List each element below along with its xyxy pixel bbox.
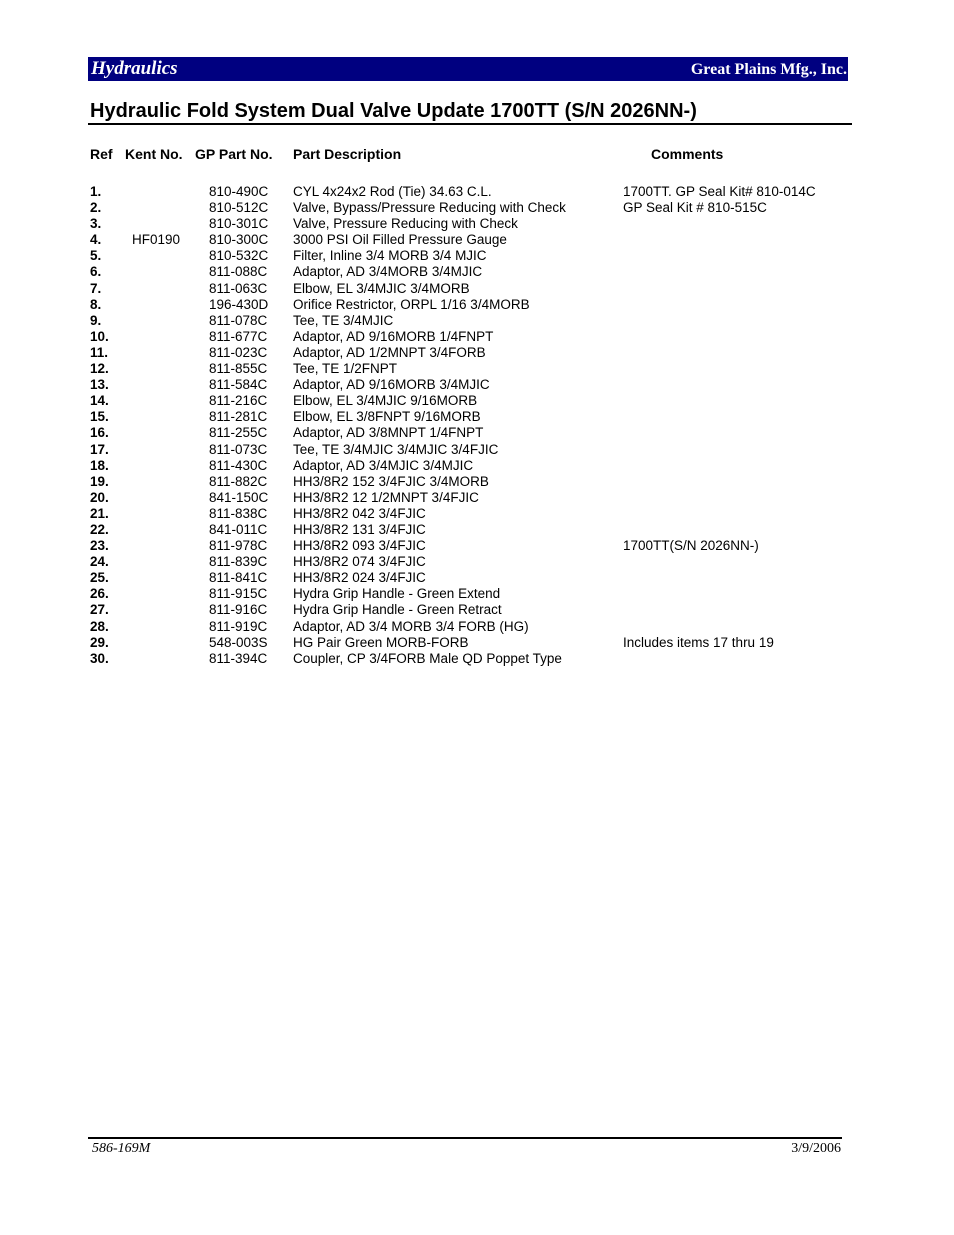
row-ref: 7. [90,280,102,296]
row-ref: 12. [90,361,109,377]
row-part-description: Adaptor, AD 9/16MORB 3/4MJIC [293,377,490,393]
row-gp-part-no: 811-078C [209,312,268,328]
table-row [0,442,954,458]
row-gp-part-no: 811-677C [209,328,268,344]
row-ref: 17. [90,441,109,457]
table-row [0,619,954,635]
row-part-description: Orifice Restrictor, ORPL 1/16 3/4MORB [293,296,530,312]
row-part-description: HH3/8R2 042 3/4FJIC [293,505,426,521]
row-ref: 16. [90,425,109,441]
table-row [0,184,954,200]
row-gp-part-no: 811-281C [209,409,268,425]
row-gp-part-no: 811-584C [209,377,268,393]
table-row [0,602,954,618]
table-row [0,490,954,506]
row-gp-part-no: 811-916C [209,602,268,618]
row-ref: 27. [90,602,109,618]
row-ref: 18. [90,457,109,473]
table-row [0,313,954,329]
row-gp-part-no: 810-300C [209,232,269,248]
header-comments: Comments [651,146,724,162]
row-ref: 22. [90,521,109,537]
table-row [0,635,954,651]
table-row [0,377,954,393]
row-gp-part-no: 811-073C [209,441,268,457]
row-ref: 14. [90,393,109,409]
row-part-description: HH3/8R2 152 3/4FJIC 3/4MORB [293,473,489,489]
company-name: Great Plains Mfg., Inc. [690,61,847,78]
table-row [0,522,954,538]
row-kent-no: HF0190 [132,232,181,248]
row-ref: 20. [90,489,109,505]
row-ref: 26. [90,586,109,602]
row-gp-part-no: 811-216C [209,393,268,409]
table-row [0,586,954,602]
row-ref: 2. [90,200,102,216]
row-gp-part-no: 811-838C [209,505,268,521]
row-gp-part-no: 811-088C [209,264,268,280]
row-ref: 13. [90,377,109,393]
row-ref: 9. [90,312,102,328]
row-ref: 1. [90,184,102,199]
row-part-description: Hydra Grip Handle - Green Extend [293,586,501,602]
row-part-description: Adaptor, AD 3/4MORB 3/4MJIC [293,264,483,280]
parts-table [0,184,954,667]
document-date: 3/9/2006 [791,1141,841,1156]
table-row [0,216,954,232]
row-ref: 8. [90,296,102,312]
row-gp-part-no: 810-490C [209,184,269,199]
table-row [0,474,954,490]
row-part-description: HH3/8R2 12 1/2MNPT 3/4FJIC [293,489,479,505]
table-row [0,458,954,474]
table-row [0,232,954,248]
row-part-description: Coupler, CP 3/4FORB Male QD Poppet Type [293,650,562,666]
table-row [0,345,954,361]
row-gp-part-no: 811-839C [209,554,268,570]
row-gp-part-no: 811-255C [209,425,268,441]
table-row [0,538,954,554]
row-part-description: Tee, TE 3/4MJIC 3/4MJIC 3/4FJIC [293,441,499,457]
row-gp-part-no: 811-882C [209,473,268,489]
row-gp-part-no: 810-532C [209,248,269,264]
table-row [0,361,954,377]
row-ref: 3. [90,216,102,232]
row-ref: 28. [90,618,109,634]
table-row [0,264,954,280]
row-ref: 10. [90,328,109,344]
row-ref: 30. [90,650,109,666]
row-part-description: Adaptor, AD 9/16MORB 1/4FNPT [293,328,494,344]
row-part-description: Valve, Pressure Reducing with Check [293,216,518,232]
row-part-description: HH3/8R2 093 3/4FJIC [293,538,426,554]
row-part-description: Adaptor, AD 1/2MNPT 3/4FORB [293,344,486,360]
row-gp-part-no: 811-430C [209,457,268,473]
row-gp-part-no: 841-150C [209,489,269,505]
row-part-description: HH3/8R2 074 3/4FJIC [293,554,426,570]
row-gp-part-no: 196-430D [209,296,269,312]
footer-divider [88,1137,842,1139]
row-gp-part-no: 811-063C [209,280,268,296]
table-row [0,506,954,522]
row-part-description: Tee, TE 3/4MJIC [293,312,394,328]
row-part-description: HH3/8R2 024 3/4FJIC [293,570,426,586]
row-comments: GP Seal Kit # 810-515C [623,200,767,216]
document-number: 586-169M [92,1141,151,1156]
row-comments: 1700TT. GP Seal Kit# 810-014C [623,184,816,199]
row-gp-part-no: 811-394C [209,650,268,666]
row-part-description: Elbow, EL 3/4MJIC 3/4MORB [293,280,470,296]
row-part-description: Filter, Inline 3/4 MORB 3/4 MJIC [293,248,487,264]
row-part-description: Tee, TE 1/2FNPT [293,361,398,377]
row-ref: 29. [90,634,109,650]
section-header-bar [88,57,848,81]
table-row [0,651,954,667]
page-title: Hydraulic Fold System Dual Valve Update 1700TT (S/N 2026NN-) [90,100,697,122]
row-part-description: Adaptor, AD 3/4 MORB 3/4 FORB (HG) [293,618,529,634]
row-ref: 11. [90,344,109,360]
table-row [0,425,954,441]
row-part-description: Elbow, EL 3/4MJIC 9/16MORB [293,393,478,409]
table-row [0,570,954,586]
row-part-description: Elbow, EL 3/8FNPT 9/16MORB [293,409,481,425]
header-kent-no: Kent No. [125,146,183,162]
header-part-description: Part Description [293,146,402,162]
section-title: Hydraulics [91,58,178,79]
row-gp-part-no: 841-011C [209,521,268,537]
row-ref: 5. [90,248,102,264]
row-gp-part-no: 811-023C [209,344,268,360]
table-row [0,554,954,570]
row-part-description: CYL 4x24x2 Rod (Tie) 34.63 C.L. [293,184,492,199]
title-divider [88,123,852,125]
row-ref: 25. [90,570,109,586]
table-row [0,297,954,313]
row-gp-part-no: 811-919C [209,618,268,634]
row-comments: 1700TT(S/N 2026NN-) [623,538,759,554]
row-gp-part-no: 810-512C [209,200,269,216]
table-row [0,409,954,425]
table-row [0,281,954,297]
row-ref: 21. [90,505,109,521]
row-ref: 23. [90,538,109,554]
row-part-description: Valve, Bypass/Pressure Reducing with Check [293,200,566,216]
row-ref: 4. [90,232,102,248]
header-gp-part-no: GP Part No. [195,146,273,162]
row-ref: 6. [90,264,102,280]
row-part-description: HG Pair Green MORB-FORB [293,634,469,650]
row-part-description: Adaptor, AD 3/4MJIC 3/4MJIC [293,457,474,473]
row-ref: 15. [90,409,109,425]
row-gp-part-no: 811-855C [209,361,268,377]
row-gp-part-no: 548-003S [209,634,268,650]
row-gp-part-no: 811-915C [209,586,268,602]
table-row [0,329,954,345]
row-ref: 24. [90,554,109,570]
row-part-description: Adaptor, AD 3/8MNPT 1/4FNPT [293,425,484,441]
row-ref: 19. [90,473,109,489]
table-header [0,145,954,163]
row-part-description: 3000 PSI Oil Filled Pressure Gauge [293,232,507,248]
row-gp-part-no: 811-978C [209,538,268,554]
row-part-description: Hydra Grip Handle - Green Retract [293,602,502,618]
row-gp-part-no: 810-301C [209,216,269,232]
table-row [0,200,954,216]
table-row [0,248,954,264]
row-comments: Includes items 17 thru 19 [623,634,774,650]
row-gp-part-no: 811-841C [209,570,268,586]
table-row [0,393,954,409]
header-ref: Ref [90,146,113,162]
row-part-description: HH3/8R2 131 3/4FJIC [293,521,426,537]
